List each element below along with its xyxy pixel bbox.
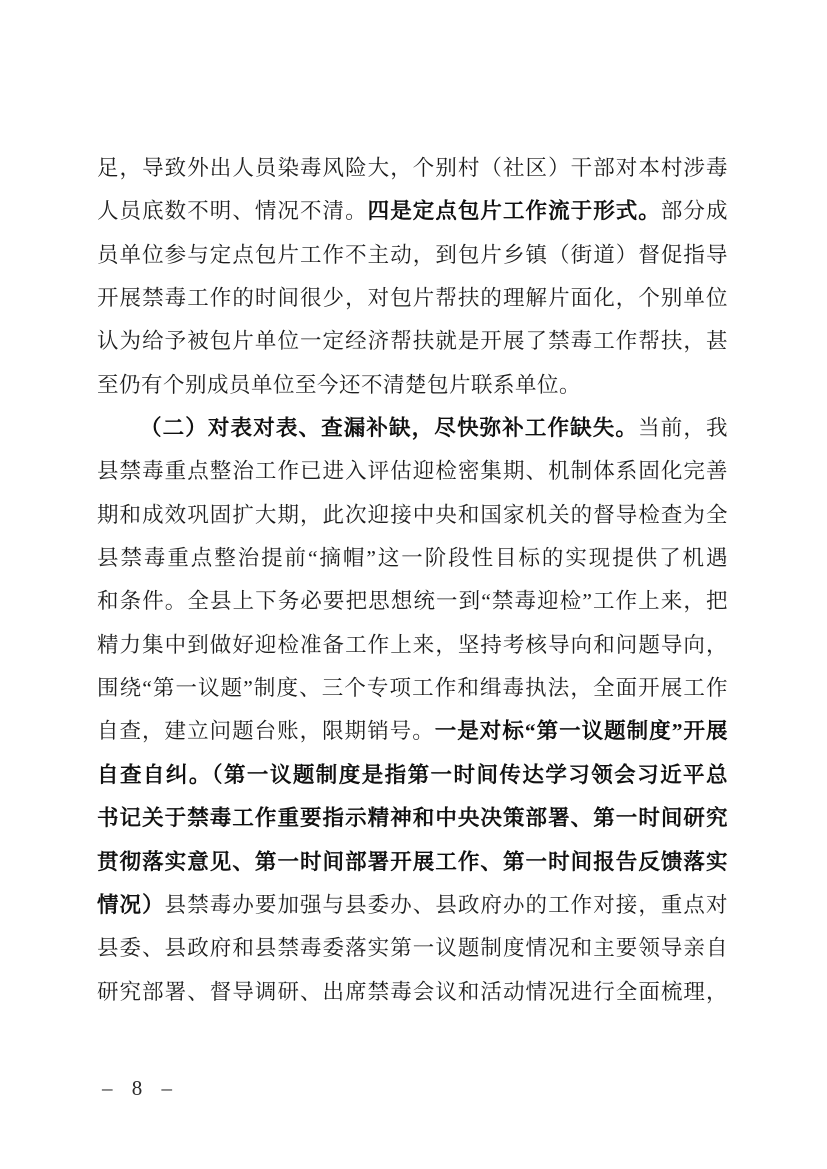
bold-text-segment: 贯彻落实意见、第一时间部署开展工作、第一时间报告反馈落实 (97, 849, 728, 874)
text-line (97, 407, 728, 450)
text-line (97, 884, 728, 927)
text-segment: 县禁毒重点整治提前“摘帽”这一阶段性目标的实现提供了机遇 (97, 546, 728, 571)
text-line (97, 234, 728, 277)
page-number: – 8 – (102, 1076, 179, 1100)
text-line (97, 971, 728, 1014)
text-segment: 当前，我 (638, 416, 728, 441)
text-segment: 人员底数不明、情况不清。 (97, 199, 368, 224)
text-line (97, 580, 728, 623)
text-line (97, 927, 728, 970)
bold-text-segment: 书记关于禁毒工作重要指示精神和中央决策部署、第一时间研究 (97, 806, 728, 831)
text-line (97, 190, 728, 233)
text-segment: 足，导致外出人员染毒风险大，个别村（社区）干部对本村涉毒 (97, 156, 728, 180)
bold-text-segment: （二）对表对表、查漏补缺，尽快弥补工作缺失。 (140, 416, 639, 441)
text-segment: 自查，建立问题台账，限期销号。 (97, 719, 435, 744)
text-segment: 研究部署、督导调研、出席禁毒会议和活动情况进行全面梳理， (97, 979, 728, 1004)
text-segment: 期和成效巩固扩大期，此次迎接中央和国家机关的督导检查为全 (97, 502, 728, 527)
text-segment: 县禁毒重点整治工作已进入评估迎检密集期、机制体系固化完善 (97, 459, 728, 484)
bold-text-segment: 一是对标“第一议题制度”开展 (434, 719, 728, 744)
text-line (97, 277, 728, 320)
text-segment: 县禁毒办要加强与县委办、县政府办的工作对接，重点对 (164, 892, 728, 917)
text-line (97, 667, 728, 710)
text-segment: 精力集中到做好迎检准备工作上来，坚持考核导向和问题导向， (97, 632, 728, 657)
text-line (97, 450, 728, 493)
text-line (97, 710, 728, 753)
text-line (97, 797, 728, 840)
text-segment: 县委、县政府和县禁毒委落实第一议题制度情况和主要领导亲自 (97, 936, 728, 961)
text-line (97, 841, 728, 884)
text-line (97, 754, 728, 797)
text-segment: 和条件。全县上下务必要把思想统一到“禁毒迎检”工作上来，把 (97, 589, 728, 614)
text-segment: 认为给予被包片单位一定经济帮扶就是开展了禁毒工作帮扶，甚 (97, 329, 728, 354)
text-segment: 部分成 (660, 199, 728, 224)
text-segment: 围绕“第一议题”制度、三个专项工作和缉毒执法，全面开展工作 (97, 676, 728, 701)
bold-text-segment: 自查自纠。（第一议题制度是指第一时间传达学习领会习近平总 (97, 762, 728, 787)
document-body (97, 147, 728, 1014)
text-segment: 员单位参与定点包片工作不主动，到包片乡镇（街道）督促指导 (97, 242, 728, 267)
text-line (97, 364, 728, 407)
bold-text-segment: 四是定点包片工作流于形式。 (367, 199, 661, 224)
text-segment: 开展禁毒工作的时间很少，对包片帮扶的理解片面化，个别单位 (97, 286, 728, 311)
text-line (97, 537, 728, 580)
text-line (97, 494, 728, 537)
bold-text-segment: 情况） (97, 892, 165, 917)
text-line (97, 624, 728, 667)
text-line (97, 147, 728, 190)
text-segment: 至仍有个别成员单位至今还不清楚包片联系单位。 (97, 372, 582, 397)
text-line (97, 320, 728, 363)
